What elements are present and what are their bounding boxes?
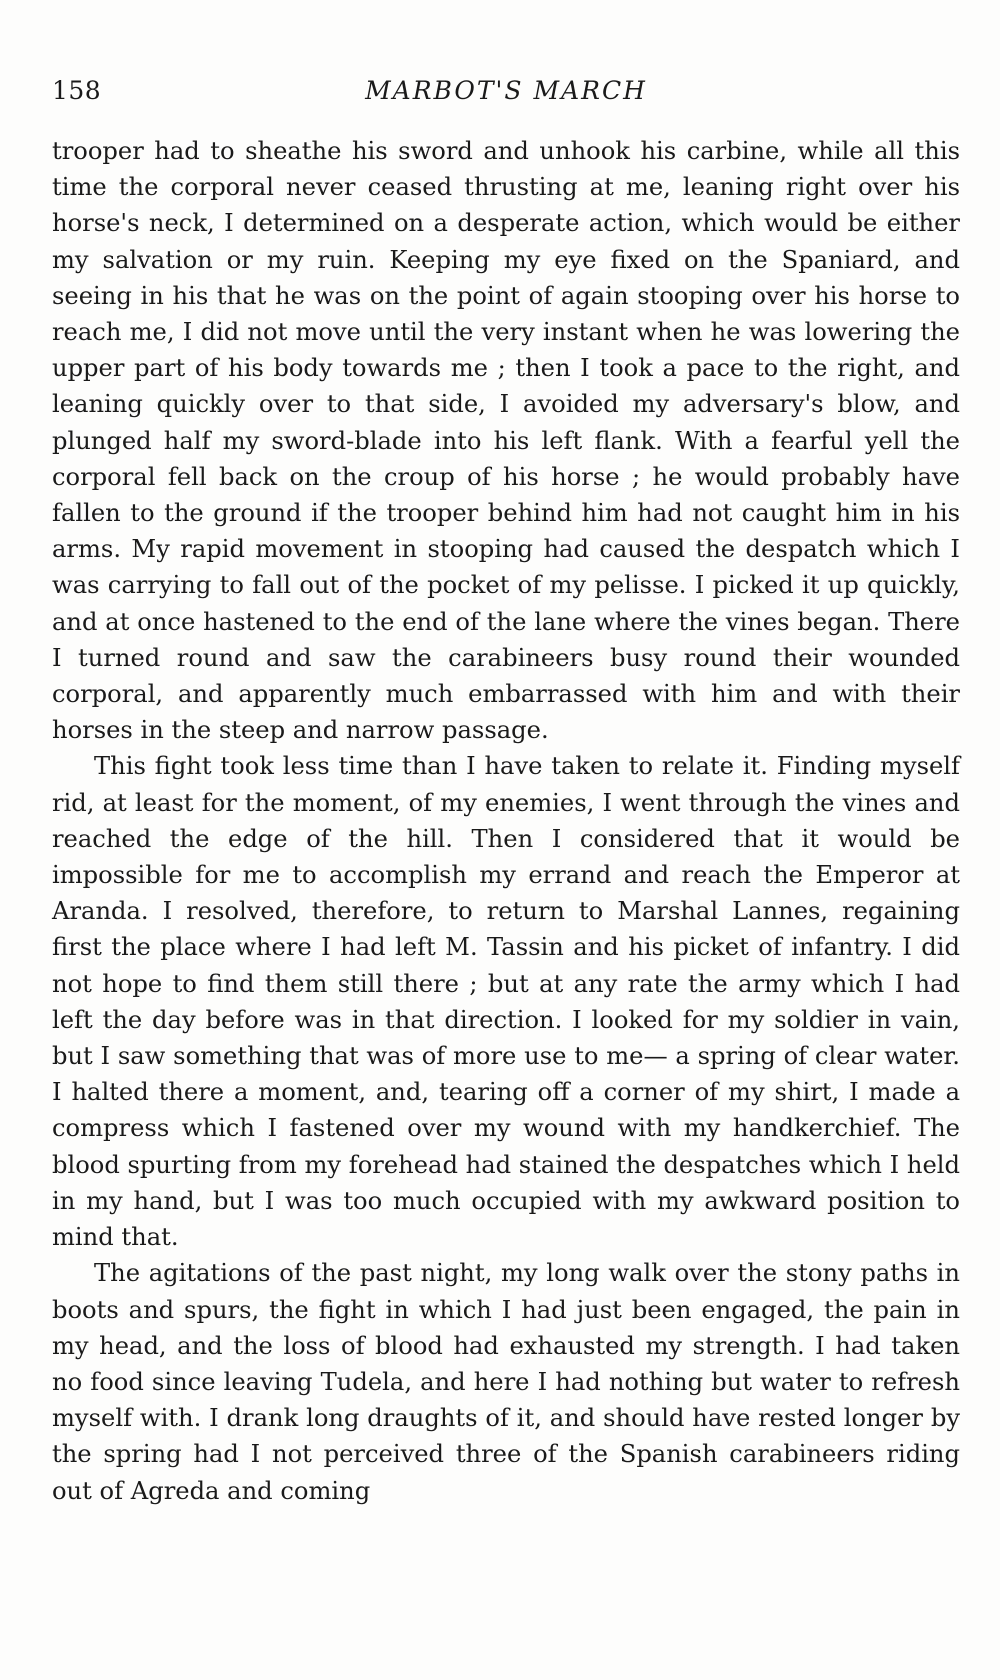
page-header (52, 76, 960, 116)
paragraph-continued: trooper had to sheathe his sword and unhook his carbine, while all this time the corporal never ceased thrusting at me, leaning right over his horse's neck, I determined on a desperate action, which would be either my salvation or my ruin. Keeping my eye fixed on the Spaniard, and seeing in his that he was on the point of again stooping over his horse to reach me, I did not move until the very instant when he was lowering the upper part of his body towards me ; then I took a pace to the right, and leaning quickly over to that side, I avoided my adversary's blow, and plunged half my sword-blade into his left flank. With a fearful yell the corporal fell back on the croup of his horse ; he would probably have fallen to the ground if the trooper behind him had not caught him in his arms. My rapid movement in stooping had caused the despatch which I was carrying to fall out of the pocket of my pelisse. I picked it up quickly, and at once hastened to the end of the lane where the vines began. There I turned round and saw the carabineers busy round their wounded corporal, and apparently much embarrassed with him and with their horses in the steep and narrow passage. (52, 137, 960, 745)
running-title: MARBOT'S MARCH (365, 76, 647, 105)
paragraph: The agitations of the past night, my long walk over the stony paths in boots and spurs, the fight in which I had just been engaged, the pain in my head, and the loss of blood had exhausted my strength. I had taken no food since leaving Tudela, and here I had nothing but water to refresh myself with. I drank long draughts of it, and should have rested longer by the spring had I not perceived three of the Spanish carabineers riding out of Agreda and coming (52, 1259, 960, 1505)
body-text (52, 133, 960, 1509)
paragraph: This fight took less time than I have taken to relate it. Finding myself rid, at least for the moment, of my enemies, I went through the vines and reached the edge of the hill. Then I considered that it would be impossible for me to accomplish my errand and reach the Emperor at Aranda. I resolved, therefore, to return to Marshal Lannes, regaining first the place where I had left M. Tassin and his picket of infantry. I did not hope to find them still there ; but at any rate the army which I had left the day before was in that direction. I looked for my soldier in vain, but I saw something that was of more use to me— a spring of clear water. I halted there a moment, and, tearing off a corner of my shirt, I made a compress which I fastened over my wound with my handkerchief. The blood spurting from my forehead had stained the despatches which I held in my hand, but I was too much occupied with my awkward position to mind that. (52, 752, 960, 1252)
page-number: 158 (52, 76, 102, 105)
